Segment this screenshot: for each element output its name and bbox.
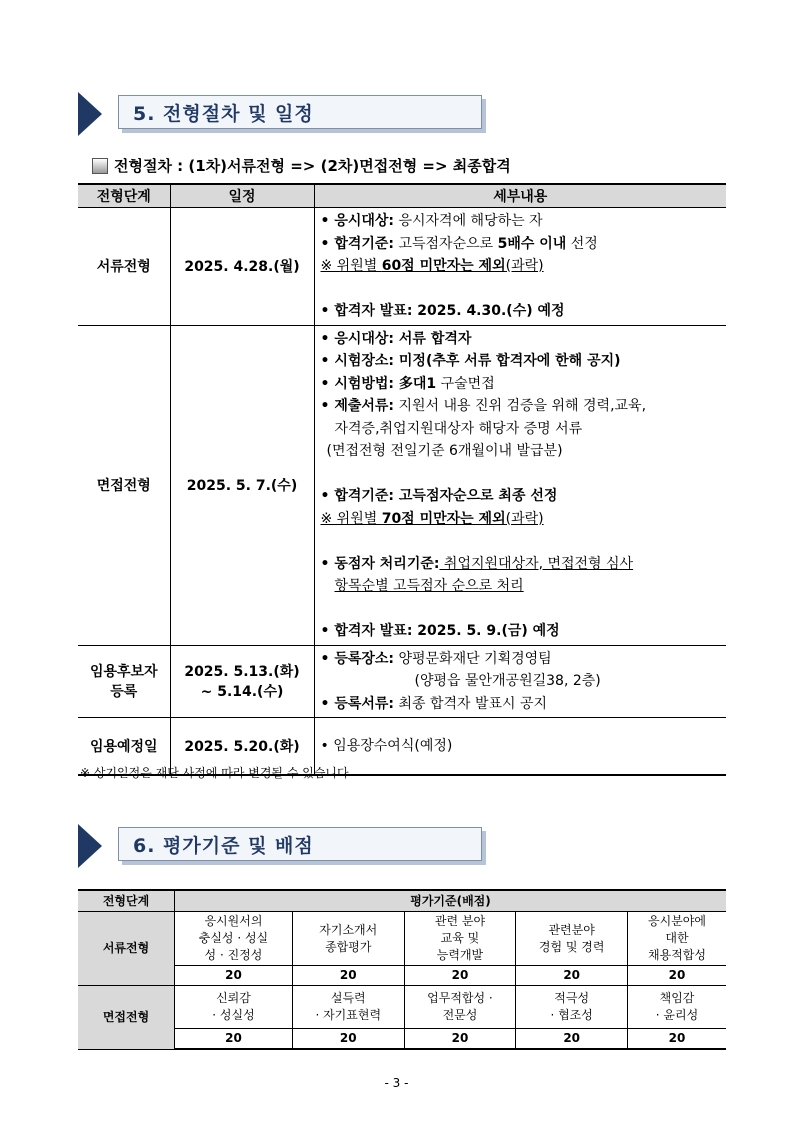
eval-doc-criterion: 자기소개서 종합평가 [292, 912, 404, 966]
eval-doc-criterion: 관련분야 경험 및 경력 [516, 912, 628, 966]
row-interview [78, 325, 726, 645]
eval-score: 20 [404, 1029, 516, 1050]
eval-score: 20 [516, 966, 628, 986]
eval-score: 20 [175, 1029, 293, 1050]
eval-stage-interview: 면접전형 [78, 986, 175, 1050]
date-document: 2025. 4.28.(월) [170, 208, 314, 326]
stage-appointment: 임용예정일 [78, 718, 170, 776]
header-stage: 전형단계 [78, 184, 170, 208]
date-appointment: 2025. 5.20.(화) [170, 718, 314, 776]
section-arrow-icon [78, 92, 102, 136]
eval-int-criterion: 신뢰감 · 성실성 [175, 986, 293, 1029]
procedure-text: 전형절차 : (1차)서류전형 => (2차)면접전형 => 최종합격 [114, 157, 511, 175]
eval-doc-criterion: 응시분야에 대한 채용적합성 [628, 912, 726, 966]
evaluation-table [78, 889, 726, 1050]
header-detail: 세부내용 [314, 184, 726, 208]
eval-score: 20 [292, 966, 404, 986]
eval-score: 20 [404, 966, 516, 986]
row-registration [78, 645, 726, 718]
date-interview: 2025. 5. 7.(수) [170, 325, 314, 645]
eval-int-score-row [78, 1029, 726, 1050]
detail-document: • 응시대상: 응시자격에 해당하는 자 • 합격기준: 고득점자순으로 5배수 이내 선정 ※ 위원별 60점 미만자는 제외(과락) • 합격자 발표: 2025. 4.30.(수) 예정 [314, 208, 726, 326]
detail-appointment: • 임용장수여식(예정) [314, 718, 726, 776]
eval-score: 20 [175, 966, 293, 986]
eval-score: 20 [292, 1029, 404, 1050]
eval-int-criterion: 설득력 · 자기표현력 [292, 986, 404, 1029]
eval-score: 20 [628, 966, 726, 986]
detail-interview: • 응시대상: 서류 합격자 • 시험장소: 미정(추후 서류 합격자에 한해 공지) • 시험방법: 多대1 구술면접 • 제출서류: 지원서 내용 진위 검증을 위해 경력,교육, 자격증,취업지원대상자 해당자 증명 서류 (면접전형 전일기준 6개월이내 발급분) • 합격기준: 고득점자순으로 최종 선정 ※ 위원별 70점 미만자는 제외(과락) • 동점자 처리기준: 취업지원대상자, 면접전형 심사 항목순별 고득점자 순으로 처리 • 합격자 발표: 2025. 5. 9.(금) 예정 [314, 325, 726, 645]
eval-header-criteria: 평가기준(배점) [175, 890, 727, 912]
eval-score: 20 [628, 1029, 726, 1050]
eval-doc-criterion: 응시원서의 충실성 · 성실 성 · 진정성 [175, 912, 293, 966]
eval-int-criterion: 적극성 · 협조성 [516, 986, 628, 1029]
detail-registration: • 등록장소: 양평문화재단 기획경영팀 (양평읍 물안개공원길38, 2층) • 등록서류: 최종 합격자 발표시 공지 [314, 645, 726, 718]
stage-document: 서류전형 [78, 208, 170, 326]
section-5-title: 5. 전형절차 및 일정 [118, 95, 482, 129]
page-number: - 3 - [384, 1076, 409, 1090]
square-bullet-icon [92, 158, 108, 174]
section-arrow-icon [78, 824, 102, 868]
date-registration: 2025. 5.13.(화) ~ 5.14.(수) [170, 645, 314, 718]
stage-interview: 면접전형 [78, 325, 170, 645]
eval-doc-score-row [78, 966, 726, 986]
eval-stage-document: 서류전형 [78, 912, 175, 986]
schedule-header-row [78, 184, 726, 208]
schedule-note: ※ 상기일정은 재단 사정에 따라 변경될 수 있습니다 [80, 766, 349, 780]
evaluation-header-row [78, 890, 726, 912]
eval-doc-criteria-row [78, 912, 726, 966]
procedure-line [92, 155, 511, 176]
eval-header-stage: 전형단계 [78, 890, 175, 912]
section-6-title: 6. 평가기준 및 배점 [118, 827, 482, 861]
row-document [78, 208, 726, 326]
header-date: 일정 [170, 184, 314, 208]
schedule-table [78, 183, 726, 776]
eval-int-criterion: 책임감 · 윤리성 [628, 986, 726, 1029]
eval-score: 20 [516, 1029, 628, 1050]
eval-int-criteria-row [78, 986, 726, 1029]
stage-registration: 임용후보자 등록 [78, 645, 170, 718]
eval-int-criterion: 업무적합성 · 전문성 [404, 986, 516, 1029]
eval-doc-criterion: 관련 분야 교육 및 능력개발 [404, 912, 516, 966]
